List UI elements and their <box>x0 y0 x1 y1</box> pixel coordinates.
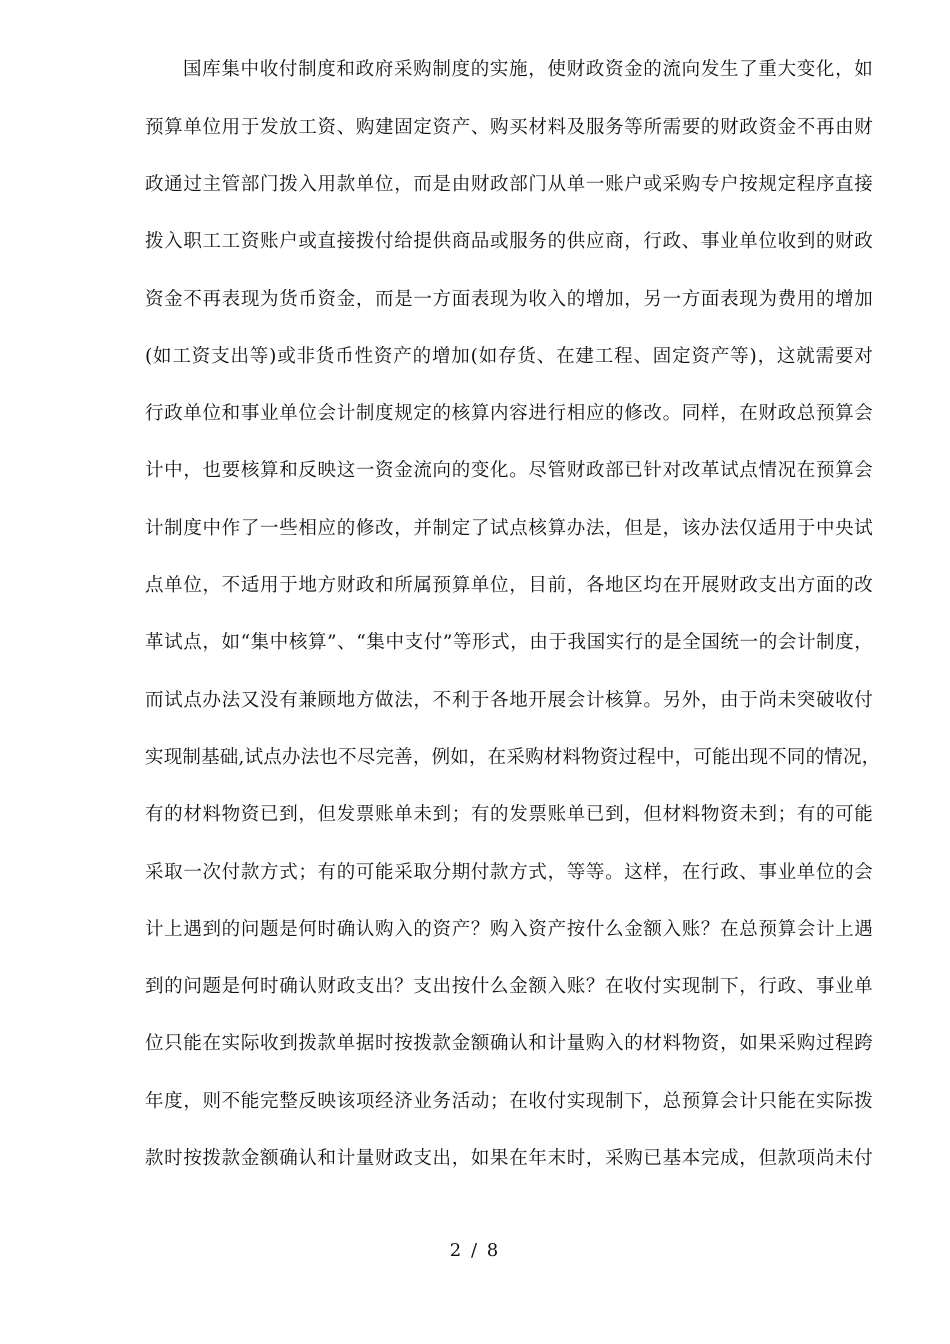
paragraph-line: 预算单位用于发放工资、购建固定资产、购买材料及服务等所需要的财政资金不再由财 <box>145 117 873 138</box>
paragraph-line: 采取一次付款方式；有的可能采取分期付款方式，等等。这样，在行政、事业单位的会 <box>145 862 873 883</box>
paragraph-line: 位只能在实际收到拨款单据时按拨款金额确认和计量购入的材料物资，如果采购过程跨 <box>145 1033 873 1054</box>
paragraph-line: 有的材料物资已到，但发票账单未到；有的发票账单已到，但材料物资未到；有的可能 <box>145 804 873 825</box>
paragraph-line: 年度，则不能完整反映该项经济业务活动；在收付实现制下，总预算会计只能在实际拨 <box>145 1091 873 1112</box>
paragraph-line: 计上遇到的问题是何时确认购入的资产？购入资产按什么金额入账？在总预算会计上遇 <box>145 919 873 940</box>
paragraph-line: 行政单位和事业单位会计制度规定的核算内容进行相应的修改。同样，在财政总预算会 <box>145 403 873 424</box>
paragraph-line: 拨入职工工资账户或直接拨付给提供商品或服务的供应商，行政、事业单位收到的财政 <box>145 231 873 252</box>
paragraph-line: 实现制基础,试点办法也不尽完善，例如，在采购材料物资过程中，可能出现不同的情况， <box>145 747 881 768</box>
paragraph-line: 国库集中收付制度和政府采购制度的实施，使财政资金的流向发生了重大变化，如 <box>183 59 873 80</box>
paragraph-line: 而试点办法又没有兼顾地方做法，不利于各地开展会计核算。另外，由于尚未突破收付 <box>145 690 873 711</box>
paragraph-line: 革试点，如“集中核算”、“集中支付”等形式，由于我国实行的是全国统一的会计制度， <box>145 632 873 653</box>
paragraph-line: 计制度中作了一些相应的修改，并制定了试点核算办法，但是，该办法仅适用于中央试 <box>145 518 873 539</box>
paragraph-line: 到的问题是何时确认财政支出？支出按什么金额入账？在收付实现制下，行政、事业单 <box>145 976 873 997</box>
paragraph-line: 点单位，不适用于地方财政和所属预算单位，目前，各地区均在开展财政支出方面的改 <box>145 575 873 596</box>
paragraph-line: 政通过主管部门拨入用款单位，而是由财政部门从单一账户或采购专户按规定程序直接 <box>145 174 873 195</box>
page-number: 2 / 8 <box>449 1240 501 1261</box>
paragraph-line: 计中，也要核算和反映这一资金流向的变化。尽管财政部已针对改革试点情况在预算会 <box>145 460 873 481</box>
paragraph-line: 资金不再表现为货币资金，而是一方面表现为收入的增加，另一方面表现为费用的增加 <box>145 289 873 310</box>
paragraph-line: 款时按拨款金额确认和计量财政支出，如果在年末时，采购已基本完成，但款项尚未付 <box>145 1148 873 1169</box>
paragraph-line: (如工资支出等)或非货币性资产的增加(如存货、在建工程、固定资产等)，这就需要对 <box>145 346 873 367</box>
